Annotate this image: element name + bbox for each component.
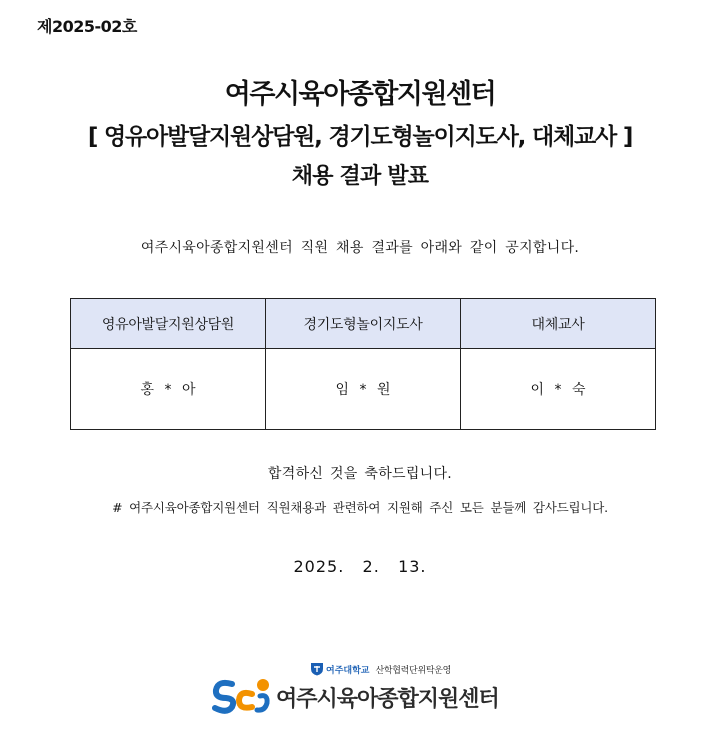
footer-logo-block xyxy=(210,660,510,720)
center-name-logo-text: 여주시육아종합지원센터 xyxy=(276,687,499,712)
document-number: 제2025-02호 xyxy=(37,17,137,36)
table-header-cell: 경기도형놀이지도사 xyxy=(266,299,461,349)
title-block xyxy=(0,78,720,194)
center-logo-icon xyxy=(210,674,276,716)
operation-note: 산학협력단위탁운영 xyxy=(375,665,452,676)
table-header-row xyxy=(71,299,656,349)
table-header-cell: 영유아발달지원상담원 xyxy=(71,299,266,349)
congratulations-text: 합격하신 것을 축하드립니다. xyxy=(267,466,453,482)
university-emblem-icon xyxy=(310,662,324,676)
table-cell: 홍 * 아 xyxy=(71,349,266,430)
announcement-title: 채용 결과 발표 xyxy=(291,164,429,189)
university-name: 여주대학교 xyxy=(326,665,370,676)
announcement-date: 2025. 2. 13. xyxy=(293,557,427,576)
table-cell: 이 * 숙 xyxy=(461,349,656,430)
university-badge xyxy=(310,662,451,676)
table-header-cell: 대체교사 xyxy=(461,299,656,349)
position-list-title: [ 영유아발달지원상담원, 경기도형놀이지도사, 대체교사 ] xyxy=(87,124,633,150)
result-table xyxy=(70,298,656,430)
intro-text: 여주시육아종합지원센터 직원 채용 결과를 아래와 같이 공지합니다. xyxy=(140,240,580,256)
page-title: 여주시육아종합지원센터 xyxy=(224,79,496,110)
table-row xyxy=(71,349,656,430)
thanks-note: # 여주시육아종합지원센터 직원채용과 관련하여 지원해 주신 모든 분들께 감사드립니다. xyxy=(112,500,608,515)
table-cell: 임 * 원 xyxy=(266,349,461,430)
